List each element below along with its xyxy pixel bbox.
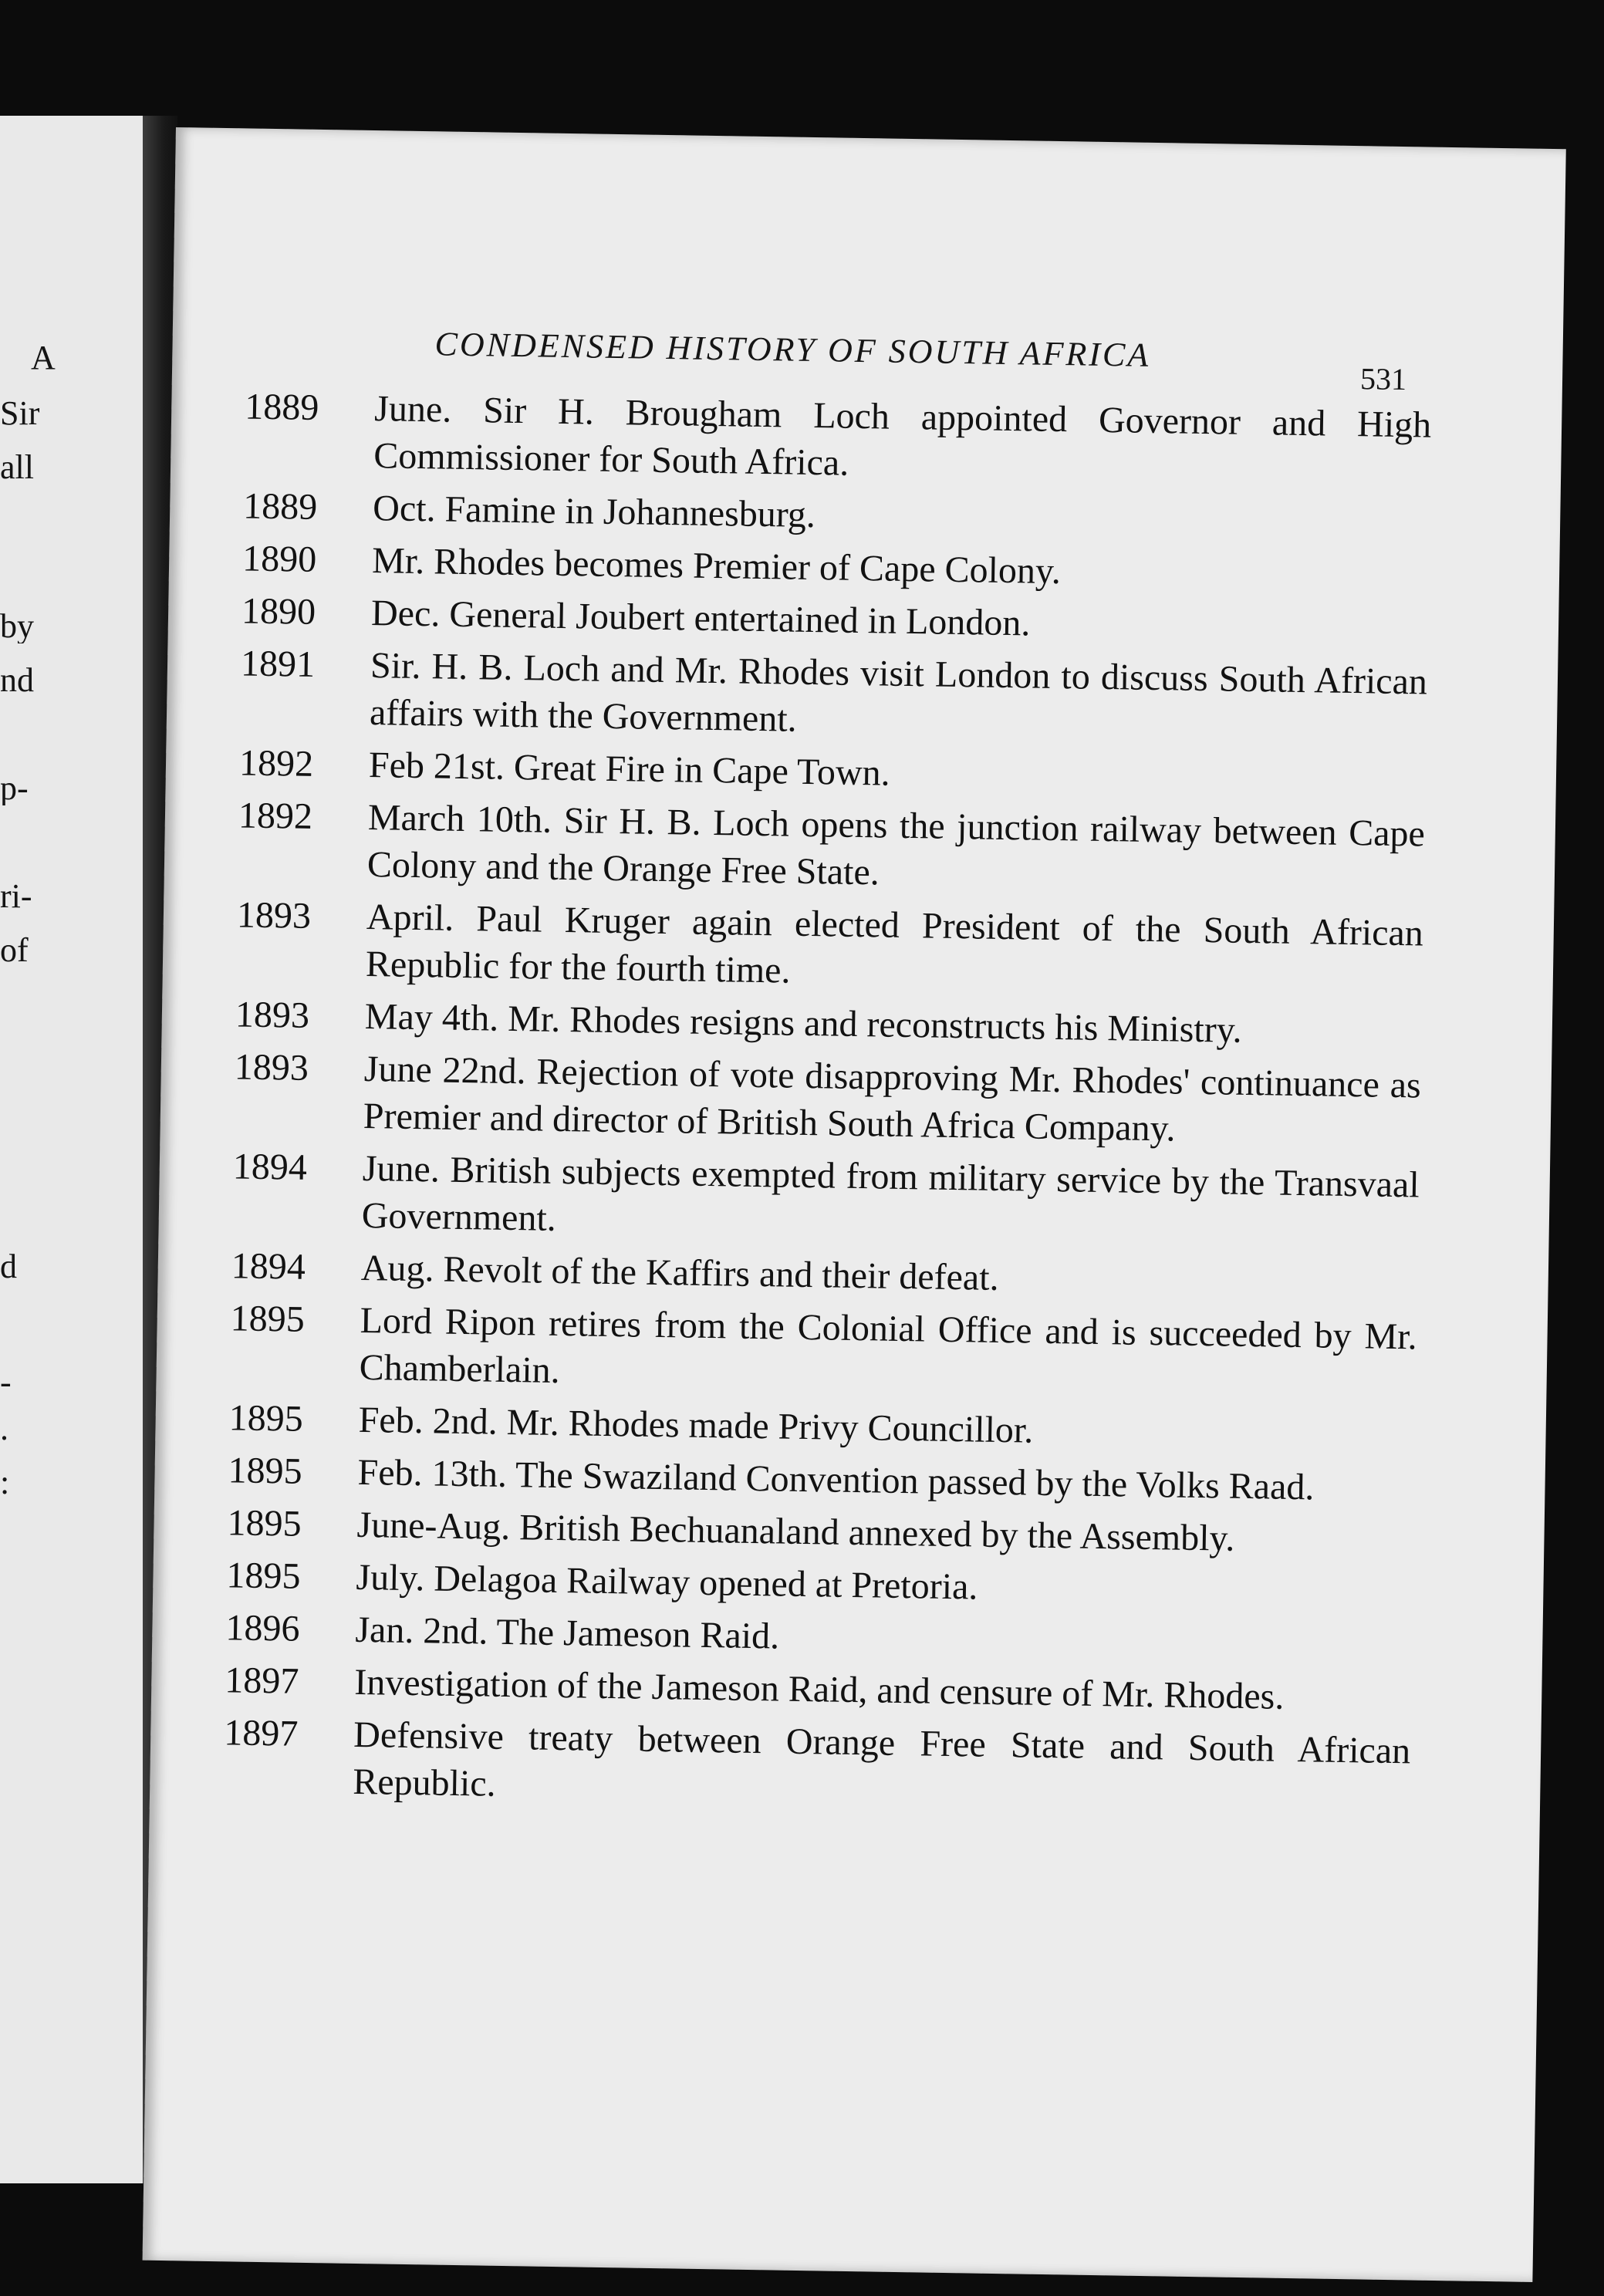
entry-text: June. Sir H. Brougham Loch appointed Governor and High Commissioner for South Africa. (373, 388, 1432, 484)
entry-year: 1889 (242, 485, 318, 528)
left-page-text: A (31, 341, 56, 375)
left-page-text: all (0, 451, 34, 485)
left-page-text: - (0, 1366, 12, 1400)
entry-year: 1895 (228, 1450, 303, 1492)
entry-year: 1897 (223, 1712, 299, 1754)
left-page-text: by (0, 609, 34, 643)
entry-text: Mr. Rhodes becomes Premier of Cape Colony. (371, 540, 1062, 593)
entry-year: 1894 (231, 1245, 306, 1288)
entry-year: 1890 (241, 538, 317, 580)
left-page-text: d (0, 1250, 17, 1284)
entry-text: Feb. 2nd. Mr. Rhodes made Privy Councillor. (358, 1399, 1034, 1451)
chronology-entry (164, 791, 1556, 907)
entry-year: 1892 (238, 742, 314, 785)
entry-year: 1891 (240, 643, 316, 685)
chronology-entry (156, 1294, 1548, 1410)
left-page-text: of (0, 934, 29, 967)
entry-year: 1893 (235, 994, 310, 1036)
entry-year: 1896 (225, 1607, 300, 1649)
entry-text: June. British subjects exempted from military service by the Transvaal Government. (361, 1147, 1420, 1239)
entry-year: 1895 (228, 1397, 304, 1440)
left-page-text: ri- (0, 880, 32, 913)
entry-text: Defensive treaty between Orange Free State and South African Republic. (352, 1714, 1411, 1805)
entry-text: Feb 21st. Great Fire in Cape Town. (368, 745, 891, 794)
entry-text: May 4th. Mr. Rhodes resigns and reconstructs his Ministry. (364, 995, 1243, 1051)
entry-text: Aug. Revolt of the Kaffirs and their defeat. (360, 1247, 999, 1298)
entry-year: 1895 (227, 1502, 302, 1545)
chronology-entry (160, 1042, 1552, 1158)
entry-text: April. Paul Kruger again elected President of the South African Republic for the fourth time. (365, 896, 1424, 991)
entry-year: 1897 (224, 1660, 299, 1702)
entry-year: 1895 (230, 1298, 306, 1340)
chronology-entry (163, 890, 1555, 1006)
entry-text: Feb. 13th. The Swaziland Convention passed by the Volks Raad. (357, 1451, 1315, 1508)
page-number: 531 (1359, 361, 1407, 397)
running-header: CONDENSED HISTORY OF SOUTH AFRICA (434, 325, 1151, 374)
entry-text: Investigation of the Jameson Raid, and censure of Mr. Rhodes. (353, 1661, 1285, 1717)
chronology-entry (167, 639, 1558, 755)
entry-year: 1889 (244, 386, 319, 428)
chronology-list (150, 382, 1562, 1824)
book-page (143, 127, 1566, 2282)
chronology-entry (158, 1142, 1550, 1258)
left-page-text: . (0, 1412, 8, 1446)
entry-text: Dec. General Joubert entertained in London. (370, 593, 1031, 644)
left-page-text: p- (0, 772, 29, 805)
entry-year: 1890 (241, 590, 316, 633)
entry-text: Lord Ripon retires from the Colonial Office and is succeeded by Mr. Chamberlain. (359, 1299, 1417, 1392)
entry-text: March 10th. Sir H. B. Loch opens the junction railway between Cape Colony and the Orange Free State. (366, 797, 1426, 893)
entry-text: July. Delagoa Railway opened at Pretoria. (356, 1556, 978, 1608)
chronology-entry (150, 1708, 1542, 1824)
left-page-fragment (0, 116, 143, 2183)
left-page-text: Sir (0, 397, 40, 430)
entry-text: Jan. 2nd. The Jameson Raid. (355, 1609, 780, 1657)
entry-year: 1893 (234, 1046, 309, 1089)
entry-year: 1892 (238, 795, 313, 837)
chronology-entry (171, 382, 1562, 498)
entry-year: 1895 (226, 1555, 301, 1597)
entry-year: 1893 (236, 894, 312, 937)
entry-text: Sir. H. B. Loch and Mr. Rhodes visit London to discuss South African affairs with the Government. (369, 645, 1428, 740)
entry-text: Oct. Famine in Johannesburg. (372, 488, 816, 536)
entry-text: June-Aug. British Bechuanaland annexed by the Assembly. (356, 1504, 1235, 1559)
left-page-text: nd (0, 663, 34, 697)
entry-text: June 22nd. Rejection of vote disapproving Mr. Rhodes' continuance as Premier and director of British South Africa Company. (363, 1048, 1422, 1150)
left-page-text: : (0, 1466, 10, 1500)
entry-year: 1894 (232, 1146, 308, 1188)
